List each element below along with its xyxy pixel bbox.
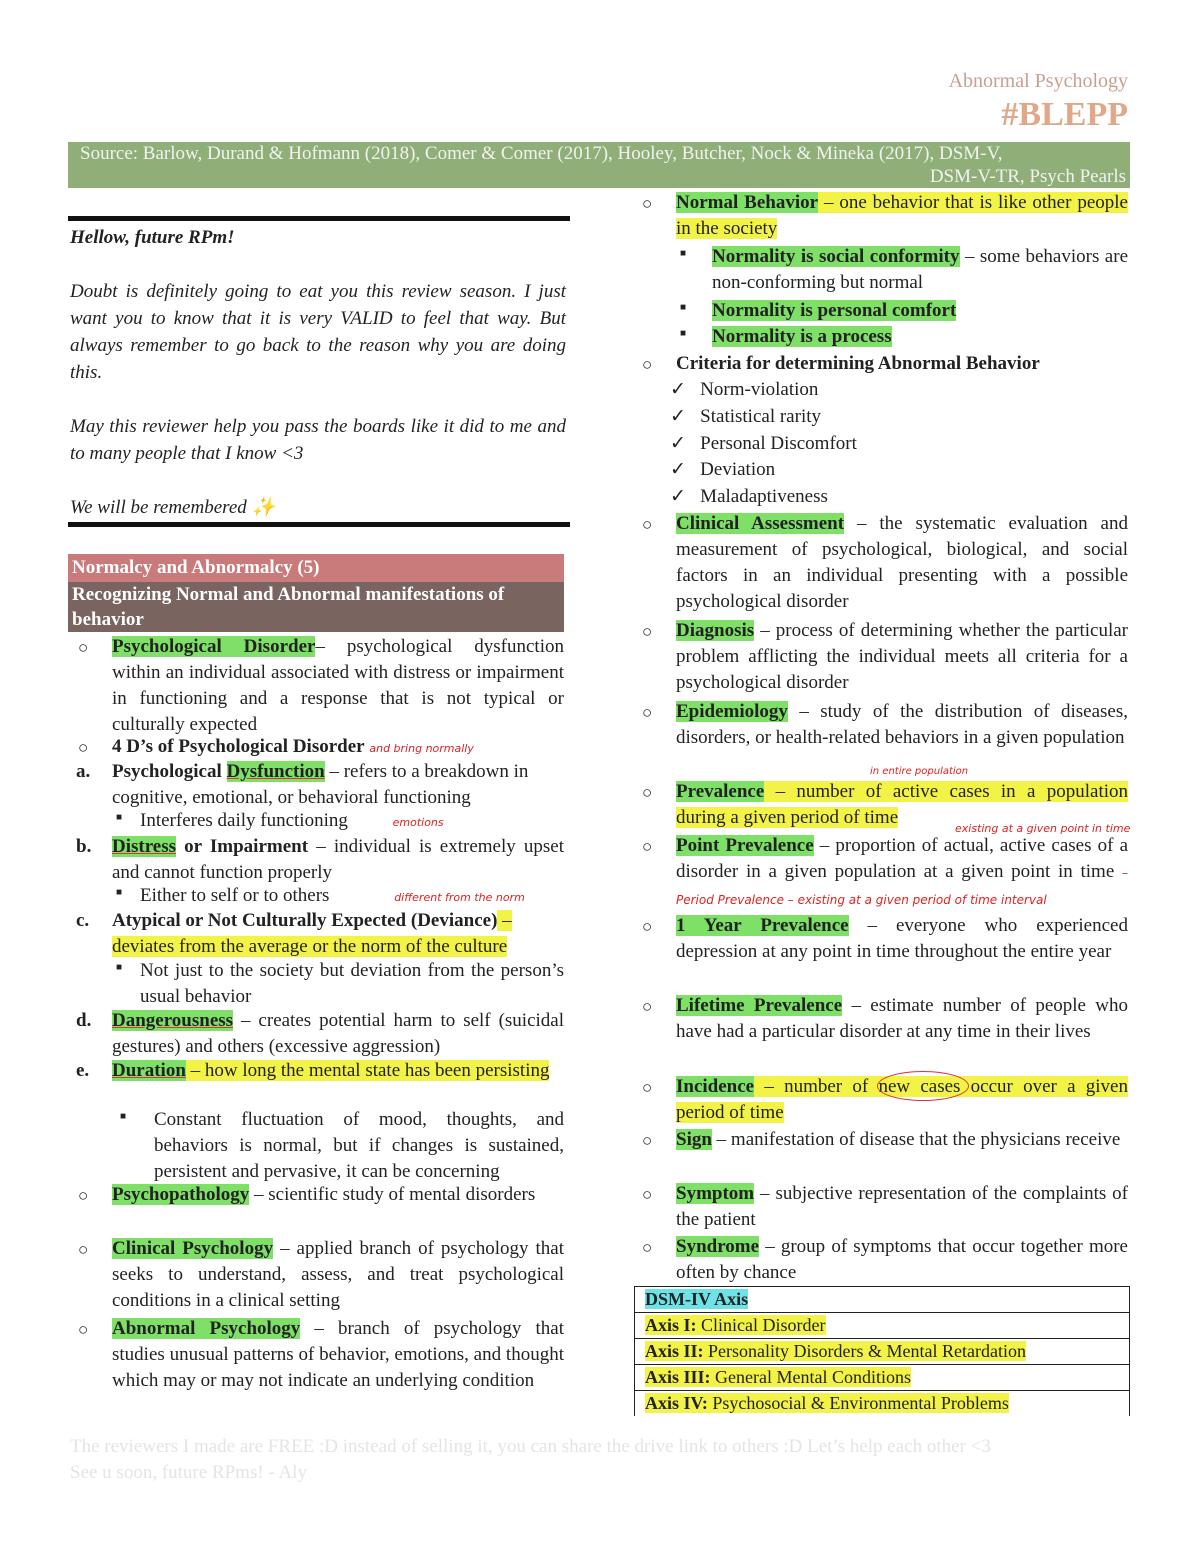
dsm-cell [635,1339,1130,1365]
bullet-icon: ○ [78,738,89,757]
point-prevalence-item [676,833,1128,913]
dsm-cell [635,1365,1130,1391]
syndrome-term: Syndrome [676,1236,760,1257]
dsm-axis-desc: General Mental Conditions [710,1367,911,1387]
distress-item [112,834,564,886]
distress-term-2: or Impairment [176,836,309,857]
table-row [635,1313,1130,1339]
section-subtitle: Recognizing Normal and Abnormal manifestations of behavior [68,582,564,632]
criteria-label: Deviation [700,459,776,480]
dsm-axis-label: Axis II: [645,1341,704,1361]
epidemiology-def: – study of the distribution of diseases, disorders, or health-related behaviors in a given population [676,701,1128,748]
criteria-item [670,404,821,430]
intro-bottom-rule [68,522,570,527]
psychopathology-term: Psychopathology [112,1184,250,1205]
section-title: Normalcy and Abnormalcy (5) [68,554,564,582]
footer-line-2: See u soon, future RPms! - Aly [70,1462,307,1483]
blepp-tag: #BLEPP [1001,96,1128,133]
period-prevalence-note: – Period Prevalence – existing at a given period of time interval [676,866,1128,907]
dsm-axis-desc: Personality Disorders & Mental Retardation [703,1341,1026,1361]
dangerousness-term: Dangerousness [112,1010,234,1031]
dsm-cell [635,1313,1130,1339]
clinical-assessment-item [676,511,1128,615]
symptom-term: Symptom [676,1183,755,1204]
criteria-title-text: Criteria for determining Abnormal Behavior [676,353,1040,374]
d-label-b: b. [76,836,92,857]
dsm-axis-desc: Clinical Disorder [696,1315,826,1335]
normality-process [712,324,892,350]
bullet-icon: ○ [78,1320,89,1339]
bullet-icon: ○ [642,1078,653,1097]
bullet-icon: ○ [78,1240,89,1259]
bullet-icon: ○ [642,515,653,534]
epidemiology-item [676,699,1128,751]
dsm-axis-table [634,1286,1130,1416]
bullet-icon: ○ [642,1131,653,1150]
bullet-icon: ○ [642,783,653,802]
square-bullet-icon: ■ [680,302,687,313]
duration-sub: Constant fluctuation of mood, thoughts, and behaviors is normal, but if changes is sustained, persistent and pervasive, it can be concerning [154,1109,564,1182]
point-prevalence-note: existing at a given point in time [955,822,1131,835]
bullet-icon: ○ [642,703,653,722]
criteria-item [670,377,818,403]
abnormal-psychology-term: Abnormal Psychology [112,1318,301,1339]
lifetime-prevalence-item [676,993,1128,1045]
prevalence-note: in entire population [870,766,969,777]
source-line-2: DSM-V-TR, Psych Pearls [929,166,1126,187]
new-cases-circle [877,1071,969,1101]
normal-behavior-term: Normal Behavior [676,192,819,213]
four-d-title-text: 4 D’s of Psychological Disorder [112,736,365,757]
d-label-e: e. [76,1060,90,1081]
criteria-label: Personal Discomfort [700,433,857,454]
d-label-d: d. [76,1010,92,1031]
clinical-assessment-term: Clinical Assessment [676,513,845,534]
abnormal-psychology-def: – branch of psychology that studies unusual patterns of behavior, emotions, and thought which may or may not indicate an underlying condition [112,1318,564,1391]
dysfunction-term-pre: Psychological [112,761,227,782]
sign-item [676,1127,1128,1153]
d-label-c: c. [76,910,90,931]
dsm-axis-label: Axis III: [645,1367,711,1387]
intro-paragraph-1: Doubt is definitely going to eat you this review season. I just want you to know that it is very VALID to feel that way. But always remember to go back to the reason why you are doing this. [70,281,566,383]
symptom-def: – subjective representation of the complaints of the patient [676,1183,1128,1230]
sign-term: Sign [676,1129,712,1150]
dsm-header-text: DSM-IV Axis [645,1289,749,1309]
source-bar [68,142,1130,188]
incidence-term: Incidence [676,1076,755,1097]
criteria-item [670,484,828,510]
diagnosis-item [676,618,1128,696]
criteria-title [676,351,1040,377]
criteria-label: Statistical rarity [700,406,821,427]
deviance-item [112,908,564,960]
symptom-item [676,1181,1128,1233]
deviance-def: – deviates from the average or the norm of the culture [112,910,512,957]
normality-comfort-term: Normality is personal comfort [712,300,957,321]
year-prevalence-term: 1 Year Prevalence [676,915,849,936]
normal-behavior-def: – one behavior that is like other people in the society [676,192,1128,239]
incidence-def: – number of new cases occur over a given period of time [676,1076,1128,1123]
psychopathology-item [112,1182,564,1208]
bullet-icon: ○ [642,1238,653,1257]
table-row [635,1365,1130,1391]
psych-disorder-def: – psychological dysfunction within an individual associated with distress or impairment in functioning and a response that is not typical or culturally expected [112,636,564,735]
square-bullet-icon: ■ [116,962,123,973]
distress-sub [140,883,525,911]
dsm-axis-label: Axis I: [645,1315,697,1335]
checkmark-icon: ✓ [670,459,686,480]
square-bullet-icon: ■ [680,328,687,339]
duration-def: – how long the mental state has been persisting [185,1060,550,1081]
normality-comfort [712,298,956,324]
epidemiology-term: Epidemiology [676,701,788,722]
bullet-icon: ○ [642,355,653,374]
dsm-axis-desc: Psychosocial & Environmental Problems [707,1393,1009,1413]
syndrome-def: – group of symptoms that occur together more often by chance [676,1236,1128,1283]
lifetime-prevalence-def: – estimate number of people who have had a particular disorder at any time in their lives [676,995,1128,1042]
source-line-1: Source: Barlow, Durand & Hofmann (2018), Comer & Comer (2017), Hooley, Butcher, Nock & Mineka (2017), DSM-V, [80,143,1003,164]
sign-def: – manifestation of disease that the physicians receive [711,1129,1121,1150]
dysfunction-note: emotions [392,816,444,829]
psychopathology-def: – scientific study of mental disorders [249,1184,536,1205]
criteria-label: Maladaptiveness [700,486,828,507]
deviance-term: Atypical or Not Culturally Expected (Deviance) [112,910,498,931]
intro-top-rule [68,216,570,221]
bullet-icon: ○ [642,837,653,856]
abnormal-psychology-item [112,1316,564,1394]
checkmark-icon: ✓ [670,433,686,454]
dysfunction-def: – refers to a breakdown in cognitive, emotional, or behavioral functioning [112,761,529,808]
dysfunction-sub-text: Interferes daily functioning [140,810,348,831]
psych-disorder-item [112,634,564,738]
bullet-icon: ○ [78,638,89,657]
criteria-label: Norm-violation [700,379,819,400]
four-d-title [112,734,564,762]
square-bullet-icon: ■ [680,248,687,259]
normality-conformity-def: – some behaviors are non-conforming but normal [712,246,1128,293]
point-prevalence-def: – proportion of actual, active cases of a disorder in a given population at a given point in time [676,835,1128,882]
dysfunction-term: Dysfunction [226,761,325,782]
bullet-icon: ○ [642,1185,653,1204]
d-label-a: a. [76,761,91,782]
course-title: Abnormal Psychology [948,70,1128,92]
table-row [635,1287,1130,1313]
normality-conformity [712,244,1128,296]
dangerousness-item [112,1008,564,1060]
duration-item [112,1058,564,1084]
clinical-psychology-item [112,1236,564,1314]
normal-behavior-item [676,190,1128,242]
table-row [635,1339,1130,1365]
psych-disorder-term: Psychological Disorder [112,636,316,657]
clinical-psychology-def: – applied branch of psychology that seeks to understand, assess, and treat psychological conditions in a clinical setting [112,1238,564,1311]
bullet-icon: ○ [642,194,653,213]
normality-process-term: Normality is a process [712,326,892,347]
intro-paragraph-3: We will be remembered ✨ [70,497,276,518]
distress-term: Distress [112,836,177,857]
diagnosis-term: Diagnosis [676,620,755,641]
checkmark-icon: ✓ [670,406,686,427]
year-prevalence-item [676,913,1128,965]
year-prevalence-def: – everyone who experienced depression at any point in time throughout the entire year [676,915,1128,962]
distress-sub-text: Either to self or to others [140,885,330,906]
checkmark-icon: ✓ [670,486,686,507]
square-bullet-icon: ■ [116,812,123,823]
bullet-icon: ○ [642,997,653,1016]
bullet-icon: ○ [78,1186,89,1205]
four-d-note: and bring normally [369,742,474,755]
distress-def: – individual is extremely upset and cannot function properly [112,836,564,883]
diagnosis-def: – process of determining whether the particular problem afflicting the individual meets all criteria for a psychological disorder [676,620,1128,693]
dangerousness-def: – creates potential harm to self (suicidal gestures) and others (excessive aggression) [112,1010,564,1057]
intro-greeting: Hellow, future RPm! [70,227,235,248]
bullet-icon: ○ [642,622,653,641]
checkmark-icon: ✓ [670,379,686,400]
duration-term: Duration [112,1060,186,1081]
square-bullet-icon: ■ [120,1111,127,1122]
clinical-assessment-def: – the systematic evaluation and measurement of psychological, biological, and social factors in an individual presenting with a possible psychological disorder [676,513,1128,612]
lifetime-prevalence-term: Lifetime Prevalence [676,995,843,1016]
dsm-header [635,1287,1130,1313]
distress-note: different from the norm [394,891,525,904]
dysfunction-item [112,759,564,811]
dysfunction-sub [140,808,444,836]
prevalence-def: – number of active cases in a population during a given period of time [676,781,1128,828]
bullet-icon: ○ [642,917,653,936]
criteria-item [670,457,775,483]
point-prevalence-term: Point Prevalence [676,835,814,856]
prevalence-term: Prevalence [676,781,765,802]
square-bullet-icon: ■ [116,887,123,898]
dsm-axis-label: Axis IV: [645,1393,708,1413]
criteria-item [670,431,857,457]
clinical-psychology-term: Clinical Psychology [112,1238,274,1259]
intro-box [70,224,566,521]
dsm-cell [635,1391,1130,1417]
footer-line-1: The reviewers I made are FREE :D instead of selling it, you can share the drive link to others :D Let’s help each other <3 [70,1436,991,1457]
syndrome-item [676,1234,1128,1286]
deviance-sub: Not just to the society but deviation from the person’s usual behavior [140,960,564,1007]
intro-paragraph-2: May this reviewer help you pass the boards like it did to me and to many people that I know <3 [70,416,566,464]
normality-conformity-term: Normality is social conformity [712,246,960,267]
table-row [635,1391,1130,1417]
